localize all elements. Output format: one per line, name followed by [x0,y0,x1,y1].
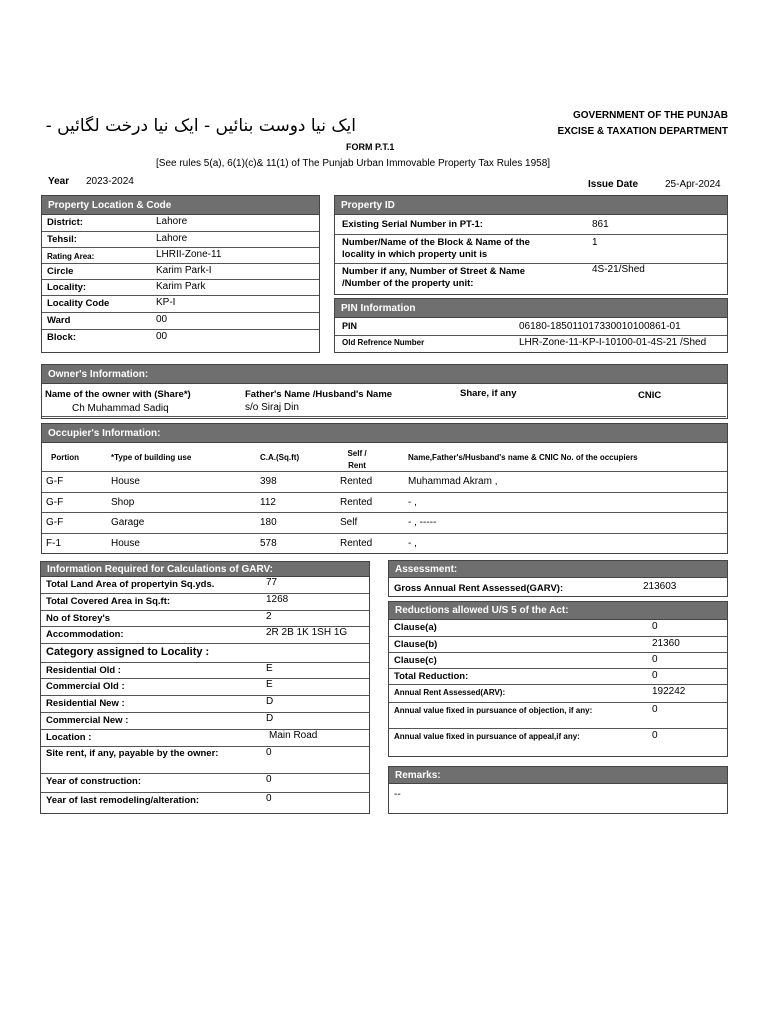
location-label: Locality Code [47,298,110,309]
location-row [42,264,319,280]
property-id-box [334,195,728,295]
occupier-info-box [41,423,728,554]
owner-info-box [41,364,728,419]
owner-info-header: Owner's Information: [42,365,727,384]
property-id-header: Property ID [335,196,727,215]
location-row [42,248,319,264]
garv-row [41,663,369,679]
pin-info-box [334,298,728,353]
garv-value: 1268 [266,594,289,605]
garv-value: E [266,663,273,674]
occ-th-type: *Type of building use [111,453,192,462]
garv-box [40,561,370,814]
garv-header: Information Required for Calculations of GARV: [41,562,369,577]
owner-name: Ch Muhammad Sadiq [72,403,169,414]
garv-label: Commercial Old : [46,681,125,692]
garv-label: Year of last remodeling/alteration: [46,795,200,806]
location-label: Locality: [47,282,87,293]
owner-col-cnic: CNIC [638,390,662,401]
occ-status: Rented [340,496,373,508]
owner-col-father: Father's Name /Husband's Name [245,389,393,400]
occ-status: Rented [340,476,373,487]
location-row [42,313,319,330]
garv-total-label: Gross Annual Rent Assessed(GARV): [394,583,564,594]
occ-th-self: Self / Rent [347,449,367,470]
pin-row [335,318,727,336]
reduction-value: 0 [652,730,658,741]
department-title: EXCISE & TAXATION DEPARTMENT [557,126,728,137]
garv-label: Total Covered Area in Sq.ft: [46,596,171,607]
serial-row [335,215,727,235]
unit-value: 4S-21/Shed [592,264,645,275]
garv-value: D [266,696,274,707]
reductions-header: Reductions allowed U/S 5 of the Act: [389,602,727,620]
garv-label: Residential New : [46,698,125,709]
garv-label: Location : [46,732,92,743]
occ-type: House [111,476,140,487]
location-label: Rating Area: [47,252,95,261]
occ-th-ca: C.A.(Sq.ft) [260,453,300,462]
occ-type: Garage [111,517,145,528]
location-value: 00 [156,331,168,342]
occ-ca: 398 [260,476,277,487]
garv-label: Category assigned to Locality : [46,646,210,658]
pin-info-header: PIN Information [335,299,727,318]
location-row [42,330,319,346]
reduction-label: Clause(b) [394,639,438,650]
reduction-row [389,703,727,729]
garv-label: Commercial New : [46,715,129,726]
occ-name: - , [408,496,417,508]
occ-status: Self [340,517,358,528]
location-value: Lahore [156,216,188,227]
occupier-table-header [42,443,727,472]
garv-label: Residential Old : [46,665,121,676]
government-title: GOVERNMENT OF THE PUNJAB [572,110,728,121]
garv-label: Total Land Area of propertyin Sq.yds. [46,579,215,590]
reductions-box [388,601,728,757]
unit-label: Number if any, Number of Street & Name /Number of the property unit: [342,266,526,289]
old-ref-row [335,336,727,352]
old-ref-label: Old Refrence Number [342,338,425,347]
garv-value: 0 [266,774,272,785]
location-row [42,296,319,313]
reduction-row [389,620,727,637]
garv-value: 2R 2B 1K 1SH 1G [266,627,348,638]
garv-value: Main Road [269,730,318,741]
reduction-row [389,637,727,653]
occ-type: Shop [111,496,135,508]
garv-row [41,774,369,793]
garv-value: 0 [266,747,272,758]
rules-text: [See rules 5(a), 6(1)(c)& 11(1) of The Punjab Urban Immovable Property Tax Rules 1958] [156,158,551,169]
owner-col-share: Share, if any [460,388,517,399]
assessment-header: Assessment: [389,561,727,578]
occ-type: House [111,537,140,549]
garv-value: E [266,679,273,690]
location-value: 00 [156,314,168,325]
reduction-row [389,729,727,752]
occ-portion: G-F [46,476,64,487]
reduction-label: Total Reduction: [394,671,469,682]
garv-value: 2 [266,611,272,622]
occ-th-portion: Portion [51,453,79,462]
year-label: Year [48,176,70,187]
garv-label: Site rent, if any, payable by the owner: [46,748,219,759]
garv-row [41,679,369,696]
location-label: Block: [47,332,77,343]
owner-divider [42,416,726,417]
location-label: Ward [47,315,71,326]
garv-label: No of Storey's [46,613,111,624]
reduction-label: Clause(c) [394,655,437,666]
occ-status: Rented [340,537,373,549]
location-row [42,280,319,296]
occ-th-name: Name,Father's/Husband's name & CNIC No. of the occupiers [408,453,638,462]
garv-total-value: 213603 [643,581,677,592]
location-value: Karim Park [156,281,206,292]
garv-label: Year of construction: [46,776,142,787]
occ-ca: 578 [260,537,277,549]
garv-row [41,644,369,663]
pin-value: 06180-185011017330010100861-01 [519,321,681,332]
reduction-row [389,653,727,669]
form-title: FORM P.T.1 [346,142,395,152]
location-row [42,232,319,248]
remarks-box [388,766,728,814]
remarks-value: -- [394,789,401,800]
reduction-label: Annual value fixed in pursuance of objection, if any: [394,706,593,715]
occ-ca: 180 [260,517,277,528]
occ-portion: G-F [46,496,64,508]
occupier-row [42,472,727,493]
reduction-value: 0 [652,654,658,665]
urdu-slogan: ایک نیا دوست بنائیں - ایک نیا درخت لگائیں - [45,116,356,136]
occ-portion: F-1 [46,537,61,549]
location-value: LHRII-Zone-11 [156,249,222,260]
location-label: District: [47,217,83,228]
location-value: Lahore [156,233,188,244]
occupier-row [42,534,727,555]
property-location-header: Property Location & Code [42,196,319,215]
location-label: Tehsil: [47,234,77,245]
occ-name: - , [408,537,417,549]
reduction-row [389,669,727,685]
reduction-label: Annual Rent Assessed(ARV): [394,688,506,697]
occupier-row [42,513,727,534]
reduction-row [389,685,727,703]
garv-row [41,594,369,611]
property-location-box [41,195,320,353]
issue-date-value: 25-Apr-2024 [665,179,721,190]
garv-row [41,747,369,774]
garv-row [41,696,369,713]
garv-row [41,627,369,644]
garv-row [41,611,369,627]
block-label: Number/Name of the Block & Name of the locality in which property unit is [342,237,530,260]
garv-value: 0 [266,793,272,804]
garv-row [41,793,369,811]
garv-label: Accommodation: [46,629,124,640]
occupier-rows [42,472,727,554]
reduction-value: 21360 [652,638,680,649]
block-row [335,235,727,264]
garv-row [41,577,369,594]
unit-row [335,264,727,294]
location-label: Circle [47,266,74,277]
garv-value: 77 [266,577,278,588]
reduction-value: 0 [652,670,658,681]
garv-value: D [266,713,274,724]
serial-label: Existing Serial Number in PT-1: [342,219,483,230]
occ-name: - , ----- [408,517,437,528]
owner-father: s/o Siraj Din [245,402,299,413]
reduction-value: 192242 [652,686,686,697]
garv-row [41,713,369,730]
reduction-label: Clause(a) [394,622,437,633]
location-row [42,215,319,232]
location-value: Karim Park-I [156,265,212,276]
occupier-info-header: Occupier's Information: [42,424,727,443]
location-value: KP-I [156,297,176,308]
reduction-label: Annual value fixed in pursuance of appeal,if any: [394,732,580,741]
occ-portion: G-F [46,517,64,528]
occ-ca: 112 [260,496,276,508]
occ-name: Muhammad Akram , [408,476,498,487]
reduction-value: 0 [652,704,658,715]
garv-row [41,730,369,747]
serial-value: 861 [592,219,609,230]
issue-date-label: Issue Date [588,179,639,190]
occupier-row [42,493,727,514]
assessment-box [388,560,728,597]
pin-label: PIN [342,321,358,331]
remarks-header: Remarks: [389,767,727,784]
owner-col-name: Name of the owner with (Share*) [45,389,191,400]
reduction-value: 0 [652,621,658,632]
old-ref-value: LHR-Zone-11-KP-I-10100-01-4S-21 /Shed [519,337,707,348]
block-value: 1 [592,237,598,248]
year-value: 2023-2024 [86,176,134,187]
